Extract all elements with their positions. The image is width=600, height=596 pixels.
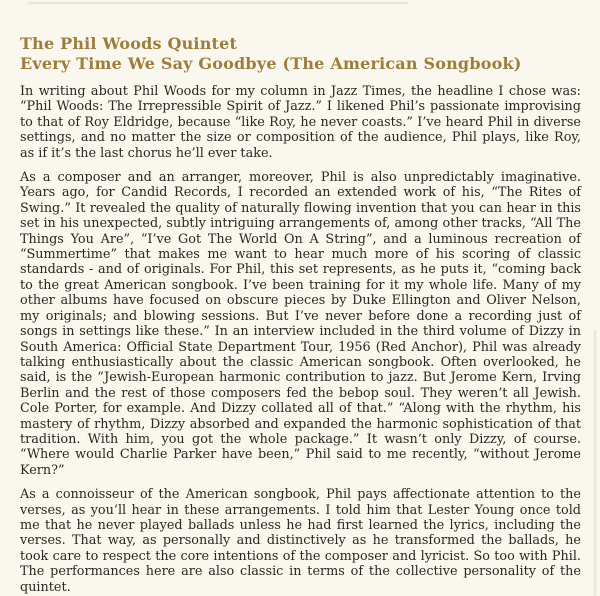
artist-name: The Phil Woods Quintet xyxy=(20,34,238,53)
album-title: Every Time We Say Goodbye (The American Songbook) xyxy=(20,53,522,73)
liner-notes-paragraph: As a composer and an arranger, moreover, Phil is also unpredictably imaginative. Years ago, for Candid Records, I recorded an extended work of his, “The Rites of Swing.” It revealed the quality of naturally flowing invention that you can hear in this set in his unexpected, subtly intriguing arrangements of, among other tracks, “All The Things You Are”, “I’ve Got The World On A String”, and a luminous recreation of “Summertime” that makes me want to hear much more of his scoring of classic standards - and of originals. For Phil, this set represents, as he puts it, “coming back to the great American songbook. I’ve been training for it my whole life. Many of my other albums have focused on obscure pieces by Duke Ellington and Oliver Nelson, my originals; and blowing sessions. But I’ve never before done a recording just of songs in settings like these.” In an interview included in the third volume of Dizzy in South America: Official State Department Tour, 1956 (Red Anchor), Phil was already talking enthusiastically about the classic American songbook. Often overlooked, he said, is the “Jewish-European harmonic contribution to jazz. But Jerome Kern, Irving Berlin and the rest of those composers fed the bebop soul. They weren’t all Jewish. Cole Porter, for example. And Dizzy collated all of that.” “Along with the rhythm, his mastery of rhythm, Dizzy absorbed and expanded the harmonic sophistication of that tradition. With him, you got the whole package.” It wasn’t only Dizzy, of course. “Where would Charlie Parker have been,” Phil said to me recently, “without Jerome Kern?” xyxy=(20,170,581,478)
liner-notes-paragraph: In writing about Phil Woods for my column in Jazz Times, the headline I chose was: “Phil Woods: The Irrepressible Spirit of Jazz.” I likened Phil’s passionate improvising to that of Roy Eldridge, because “like Roy, he never coasts.” I’ve heard Phil in diverse settings, and no matter the size or composition of the audience, Phil plays, like Roy, as if it’s the last chorus he’ll ever take. xyxy=(20,84,581,161)
scan-artifact-top-edge xyxy=(28,2,408,4)
liner-notes-paragraph: As a connoisseur of the American songbook, Phil pays affectionate attention to the verses, as you’ll hear in these arrangements. I told him that Lester Young once told me that he never played ballads unless he had first learned the lyrics, including the verses. That way, as personally and distinctively as he transformed the ballads, he took care to respect the core intentions of the composer and lyricist. So too with Phil. The performances here are also classic in terms of the collective personality of the quintet. xyxy=(20,487,581,595)
album-title-block xyxy=(20,34,581,73)
scan-artifact-right-edge xyxy=(594,330,596,596)
liner-notes-text xyxy=(20,84,581,595)
